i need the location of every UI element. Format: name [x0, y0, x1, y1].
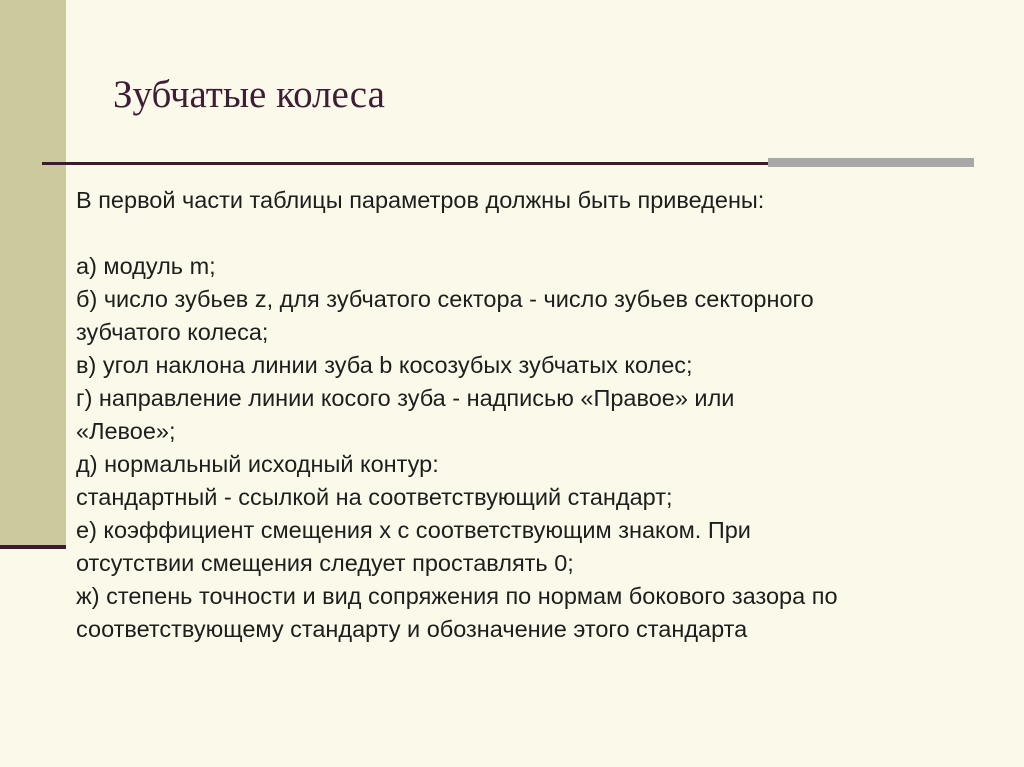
side-divider-line [0, 545, 66, 549]
body-line: ж) степень точности и вид сопряжения по нормам бокового зазора по [76, 583, 838, 609]
body-line: соответствующему стандарту и обозначение этого стандарта [76, 616, 748, 642]
body-line: б) число зубьев z, для зубчатого сектора - число зубьев секторного [76, 286, 814, 312]
body-line: стандартный - ссылкой на соответствующий стандарт; [76, 484, 673, 510]
body-line: зубчатого колеса; [76, 319, 269, 345]
body-line: г) направление линии косого зуба - надписью «Правое» или [76, 385, 735, 411]
body-line: е) коэффициент смещения x с соответствующим знаком. При [76, 517, 751, 543]
slide-title: Зубчатые колеса [113, 73, 385, 116]
side-decorative-bar [0, 0, 66, 545]
body-line: в) угол наклона линии зуба b косозубых зубчатых колес; [76, 352, 693, 378]
body-line: «Левое»; [76, 418, 176, 444]
body-line: отсутствии смещения следует проставлять 0; [76, 550, 574, 576]
title-divider-accent [768, 158, 974, 167]
body-line: а) модуль m; [76, 253, 216, 279]
intro-text: В первой части таблицы параметров должны быть приведены: [76, 187, 765, 213]
title-divider-line [42, 162, 772, 165]
slide-body [76, 184, 1011, 646]
body-line: д) нормальный исходный контур: [76, 451, 439, 477]
paragraph-gap [76, 217, 1011, 250]
